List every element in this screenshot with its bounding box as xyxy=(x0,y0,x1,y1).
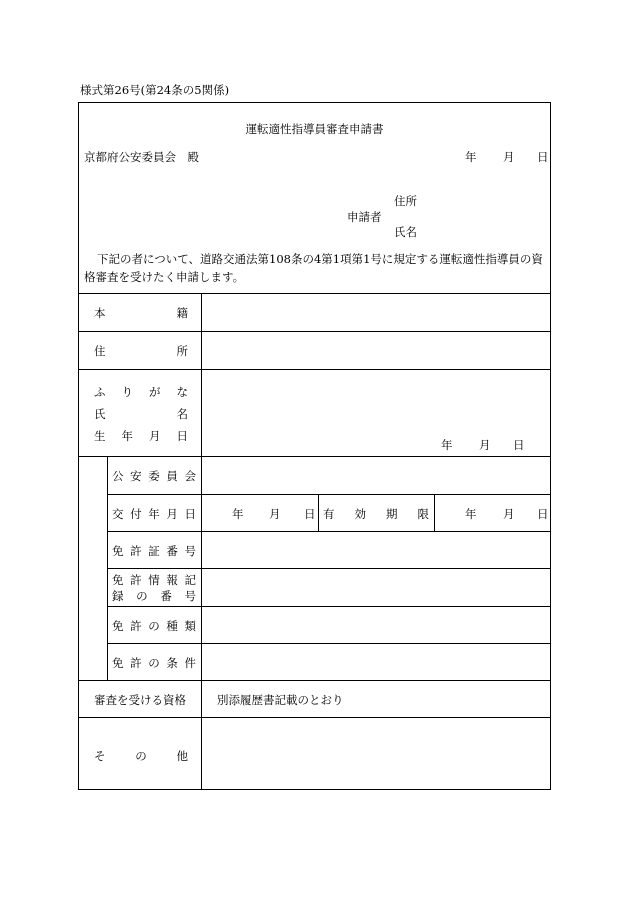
birth-year-label: 年 xyxy=(441,438,453,452)
char: 交 xyxy=(112,507,124,521)
label-joken xyxy=(112,655,196,671)
shurui-field[interactable] xyxy=(202,607,550,643)
char: 住 xyxy=(94,344,106,358)
char: 員 xyxy=(166,469,178,483)
yuko-year-label: 年 xyxy=(465,507,477,521)
kofu-year-label: 年 xyxy=(232,507,244,521)
form-number-label: 様式第26号(第24条の5関係) xyxy=(80,83,230,97)
label-shurui xyxy=(112,618,196,634)
sonota-field[interactable] xyxy=(202,718,550,789)
char: 公 xyxy=(112,469,124,483)
birth-day-label: 日 xyxy=(513,438,525,452)
honseki-field[interactable] xyxy=(202,294,550,331)
char: 件 xyxy=(184,656,196,670)
char: 情 xyxy=(148,573,160,587)
bango-field[interactable] xyxy=(202,532,550,568)
char: の xyxy=(148,619,160,633)
char: 条 xyxy=(166,656,178,670)
char: 籍 xyxy=(176,306,188,320)
char: 生 xyxy=(94,429,106,443)
joken-field[interactable] xyxy=(202,644,550,680)
char: の xyxy=(136,589,148,603)
form-title: 運転適性指導員審査申請書 xyxy=(245,122,384,136)
char: 効 xyxy=(354,507,366,521)
char: 氏 xyxy=(94,407,106,421)
label-koan xyxy=(112,468,196,484)
kofu-month-label: 月 xyxy=(269,507,281,521)
body-text-line2: 格審査を受けたく申請します。 xyxy=(84,270,245,284)
char: 限 xyxy=(417,507,429,521)
char: 番 xyxy=(160,589,172,603)
char: 番 xyxy=(166,544,178,558)
rule-koan-bottom xyxy=(107,494,550,495)
char: 証 xyxy=(148,544,160,558)
label-seinengappi xyxy=(94,428,188,444)
char: 期 xyxy=(386,507,398,521)
char: ふ xyxy=(94,385,106,399)
char: 号 xyxy=(184,544,196,558)
kofu-day-label: 日 xyxy=(304,507,316,521)
char: 安 xyxy=(130,469,142,483)
char: 年 xyxy=(121,429,133,443)
char: 許 xyxy=(130,544,142,558)
char: 日 xyxy=(176,429,188,443)
name-label: 氏名 xyxy=(394,225,417,239)
date-month-label: 月 xyxy=(503,150,515,164)
label-sonota xyxy=(94,748,188,764)
name-birth-field[interactable] xyxy=(202,370,550,456)
char: 所 xyxy=(176,344,188,358)
char: 月 xyxy=(149,429,161,443)
char: 付 xyxy=(130,507,142,521)
char: 有 xyxy=(323,507,335,521)
char: 録 xyxy=(112,589,124,603)
label-shimei xyxy=(94,406,188,422)
date-year-label: 年 xyxy=(465,150,477,164)
jusho-field[interactable] xyxy=(202,332,550,369)
label-bango xyxy=(112,543,196,559)
label-jusho xyxy=(94,343,188,359)
char: 類 xyxy=(184,619,196,633)
char: 免 xyxy=(112,573,124,587)
yuko-day-label: 日 xyxy=(537,507,549,521)
char: 許 xyxy=(130,573,142,587)
char: 他 xyxy=(176,749,188,763)
char: 号 xyxy=(184,589,196,603)
char: そ xyxy=(94,749,106,763)
char: 月 xyxy=(166,507,178,521)
char: の xyxy=(135,749,147,763)
body-text-line1: 下記の者について、道路交通法第108条の4第1項第1号に規定する運転適性指導員の資 xyxy=(97,252,543,266)
char: 記 xyxy=(184,573,196,587)
joho-field[interactable] xyxy=(202,569,550,606)
char: 委 xyxy=(148,469,160,483)
label-shikaku: 審査を受ける資格 xyxy=(94,693,186,707)
char: 名 xyxy=(176,407,188,421)
koan-field[interactable] xyxy=(202,457,550,494)
char: 免 xyxy=(112,656,124,670)
char: 許 xyxy=(130,656,142,670)
label-honseki xyxy=(94,305,188,321)
char: 年 xyxy=(148,507,160,521)
char: 本 xyxy=(94,306,106,320)
label-kofu xyxy=(112,506,196,522)
rule-license-indent xyxy=(107,456,108,680)
rule-kofu-divider xyxy=(318,494,319,531)
char: 会 xyxy=(184,469,196,483)
addressee: 京都府公安委員会 殿 xyxy=(84,150,199,164)
char: が xyxy=(149,385,161,399)
address-label: 住所 xyxy=(394,194,417,208)
label-joho-line1 xyxy=(112,572,196,588)
char: 報 xyxy=(166,573,178,587)
rule-yuko-divider xyxy=(434,494,435,531)
shikaku-value: 別添履歴書記載のとおり xyxy=(217,693,344,707)
char: 許 xyxy=(130,619,142,633)
char: な xyxy=(176,385,188,399)
yuko-month-label: 月 xyxy=(503,507,515,521)
label-yuko xyxy=(323,506,429,522)
birth-month-label: 月 xyxy=(479,438,491,452)
application-form xyxy=(78,102,551,790)
char: 日 xyxy=(184,507,196,521)
char: 免 xyxy=(112,619,124,633)
char: 種 xyxy=(166,619,178,633)
char: り xyxy=(121,385,133,399)
rule-license-bottom xyxy=(79,680,550,681)
applicant-label: 申請者 xyxy=(347,210,382,224)
label-joho-line2 xyxy=(112,588,196,604)
date-day-label: 日 xyxy=(537,150,549,164)
char: の xyxy=(148,656,160,670)
label-furigana xyxy=(94,384,188,400)
char: 免 xyxy=(112,544,124,558)
